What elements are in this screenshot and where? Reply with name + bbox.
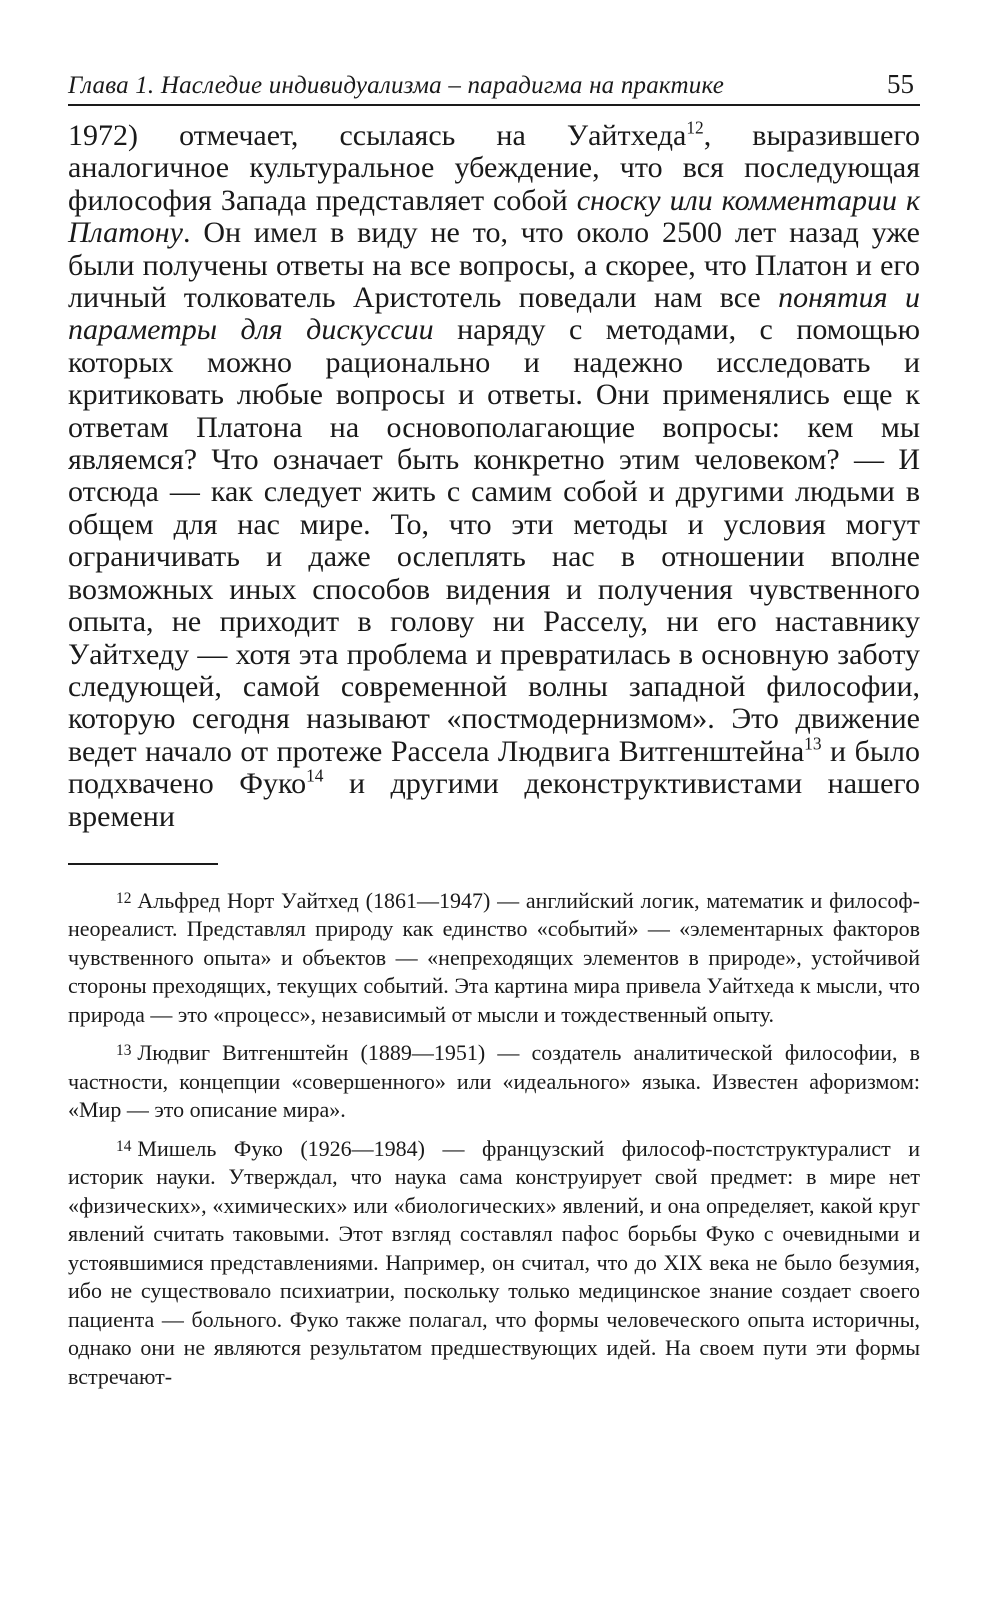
footnote-ref-12: 12 — [686, 117, 704, 138]
footnote-12 — [68, 887, 920, 1030]
text-run: 1972) отмечает, ссылаясь на Уайтхеда — [68, 119, 687, 152]
text-run: и другими деконструктивистами нашего времени — [68, 767, 920, 833]
emphasis-text: сноску или комментарии к Платону — [68, 183, 920, 250]
text-run: наряду с методами, с помощью которых можно рационально и надежно исследовать и критиковать любые вопросы и ответы. Они применялись еще к ответам Платона на основополагающие вопросы: кем мы являемся? Что означает быть конкретно этим человеком? — И отсюда — как следует жить с самим собой и другими людьми в общем для нас мире. То, что эти методы и условия могут ограничивать и даже ослеплять нас в отношении вполне возможных иных способов видения и получения чувственного опыта, не приходит в голову ни Расселу, ни его наставнику Уайтхеду — хотя эта проблема и превратилась в основную заботу следующей, самой современной волны западной философии, которую сегодня называют «постмодернизмом». Это движение ведет начало от протеже Рассела Людвига Витгенштейна — [68, 313, 920, 768]
footnote-mark: 14 — [116, 1137, 132, 1155]
footnote-text: Мишель Фуко (1926—1984) — французский философ-постструктуралист и историк науки. Утверждал, что наука сама конструирует свой предмет: в мире нет «физических», «химических» или «биологических» явлений, и она определяет, какой круг явлений считать таковыми. Этот взгляд составлял пафос борьбы Фуко с очевидными и устоявшимися представлениями. Например, он считал, что до XIX века не было безумия, ибо не существовало психиатрии, поскольку только медицинское знание создает своего пациента — больного. Фуко также полагал, что формы человеческого опыта историчны, однако они не являются результатом предшествующих идей. На своем пути эти формы встречают- — [68, 1135, 920, 1389]
footnote-ref-13: 13 — [804, 733, 822, 754]
book-page — [68, 40, 920, 1401]
running-header — [68, 40, 920, 106]
text-run: и было подхвачено Фуко — [68, 734, 920, 801]
footnote-ref-14: 14 — [306, 765, 324, 786]
main-text — [68, 117, 920, 833]
footnote-divider — [68, 863, 218, 865]
page-number: 55 — [887, 69, 914, 99]
main-paragraph — [68, 117, 920, 833]
chapter-title: Глава 1. Наследие индивидуализма – парадигма на практике — [68, 72, 725, 99]
footnote-14 — [68, 1135, 920, 1392]
text-run: , выразившего аналогичное культуральное убеждение, что вся последующая философия Запада представляет собой — [68, 119, 920, 217]
emphasis-text: понятия и параметры для дискуссии — [68, 281, 920, 347]
footnote-mark: 13 — [116, 1042, 132, 1060]
footnote-mark: 12 — [116, 889, 132, 907]
footnote-text: Людвиг Витгенштейн (1889—1951) — создатель аналитической философии, в частности, концепции «совершенного» или «идеального» языка. Известен афоризмом: «Мир — это описание мира». — [68, 1040, 920, 1123]
footnote-text: Альфред Норт Уайтхед (1861—1947) — английский логик, математик и философ-неореалист. Представлял природу как единство «событий» — «элементарных факторов чувственного опыта» и объектов — «непреходящих элементов в природе», устойчивой стороны преходящих, текущих событий. Эта картина мира привела Уайтхеда к мысли, что природа — это «процесс», независимый от мысли и тождественный опыту. — [68, 887, 920, 1027]
footnote-13 — [68, 1039, 920, 1125]
footnotes — [68, 887, 920, 1392]
text-run: . Он имел в виду не то, что около 2500 лет назад уже были получены ответы на все вопросы, а скорее, что Платон и его личный толкователь Аристотель поведали нам все — [68, 216, 920, 315]
